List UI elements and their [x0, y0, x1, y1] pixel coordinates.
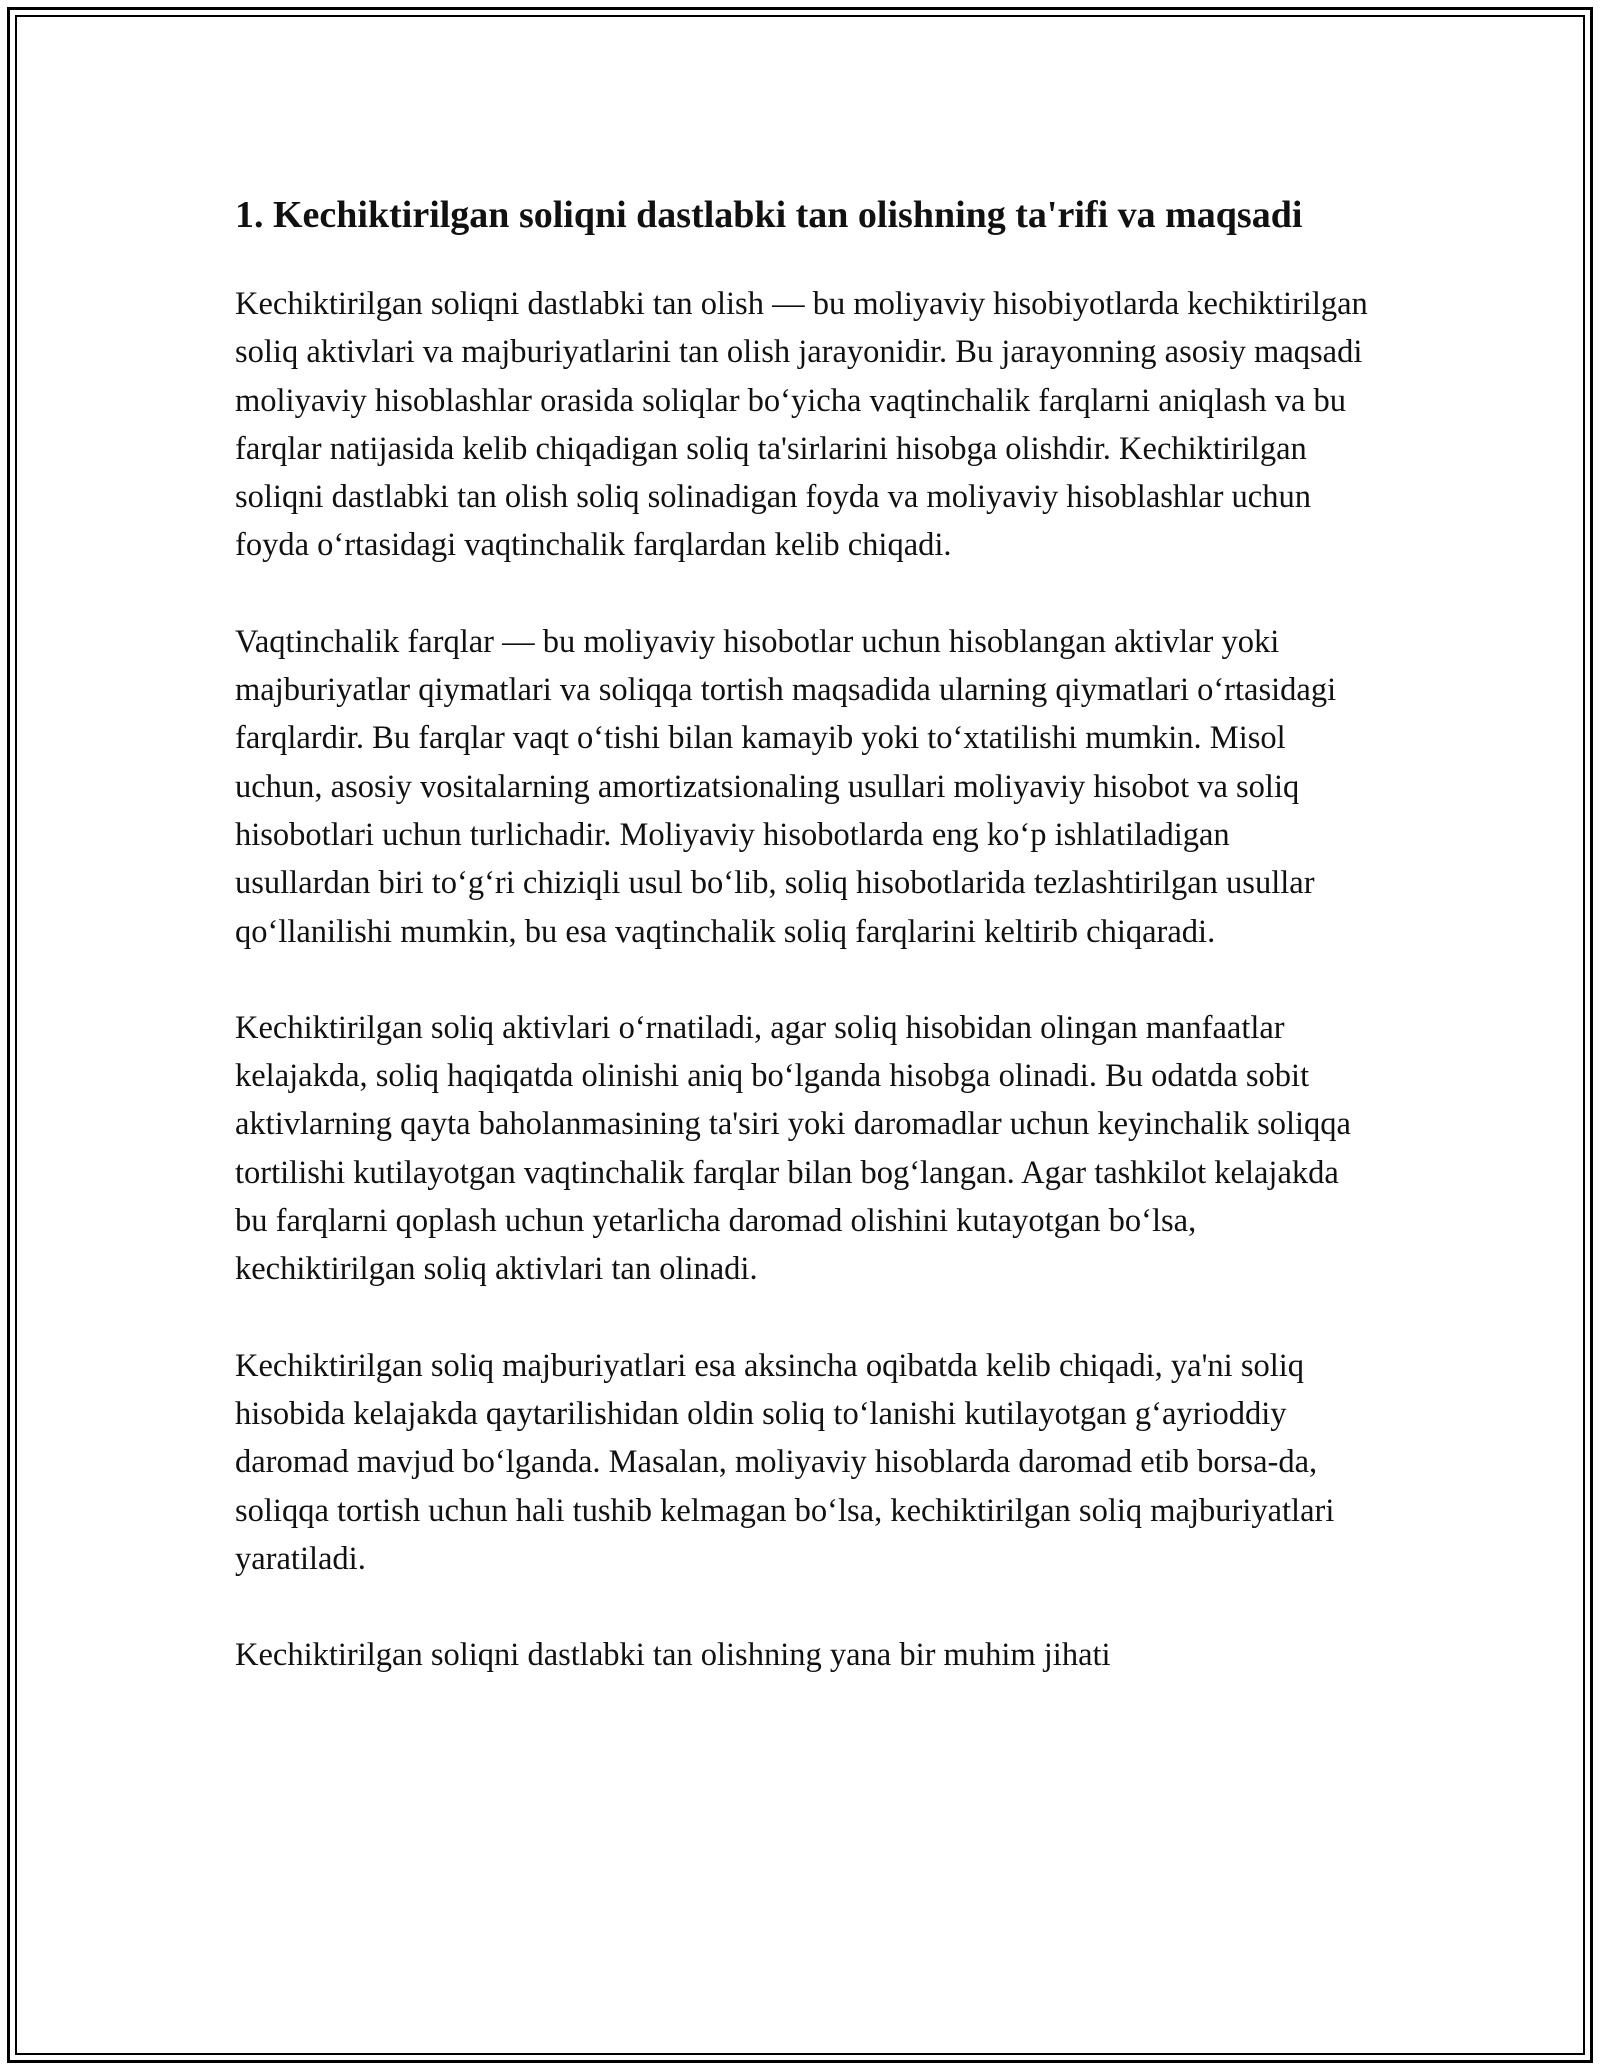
document-body [235, 187, 1370, 1679]
paragraph-definition: Kechiktirilgan soliqni dastlabki tan olish — bu moliyaviy hisobiyotlarda kechiktirilgan soliq aktivlari va majburiyatlarini tan olish jarayonidir. Bu jarayonning asosiy maqsadi moliyaviy hisoblashlar orasida soliqlar bo‘yicha vaqtinchalik farqlarni aniqlash va bu farqlar natijasida kelib chiqadigan soliq ta'sirlarini hisobga olishdir. Kechiktirilgan soliqni dastlabki tan olish soliq solinadigan foyda va moliyaviy hisoblashlar uchun foyda o‘rtasidagi vaqtinchalik farqlardan kelib chiqadi. [235, 286, 1368, 564]
section-heading: 1. Kechiktirilgan soliqni dastlabki tan olishning ta'rifi va maqsadi [235, 194, 1303, 236]
paragraph-deferred-tax-assets: Kechiktirilgan soliq aktivlari o‘rnatiladi, agar soliq hisobidan olingan manfaatlar kelajakda, soliq haqiqatda olinishi aniq bo‘lganda hisobga olinadi. Bu odatda sobit aktivlarning qayta baholanmasining ta'siri yoki daromadlar uchun keyinchalik soliqqa tortilishi kutilayotgan vaqtinchalik farqlar bilan bog‘langan. Agar tashkilot kelajakda bu farqlarni qoplash uchun yetarlicha daromad olishini kutayotgan bo‘lsa, kechiktirilgan soliq aktivlari tan olinadi. [235, 1009, 1351, 1288]
paragraph-temporary-differences: Vaqtinchalik farqlar — bu moliyaviy hisobotlar uchun hisoblangan aktivlar yoki majburiyatlar qiymatlari va soliqqa tortish maqsadida ularning qiymatlari o‘rtasidagi farqlardir. Bu farqlar vaqt o‘tishi bilan kamayib yoki to‘xtatilishi mumkin. Misol uchun, asosiy vositalarning amortizatsionaling usullari moliyaviy hisobot va soliq hisobotlari uchun turlichadir. Moliyaviy hisobotlarda eng ko‘p ishlatiladigan usullardan biri to‘g‘ri chiziqli usul bo‘lib, soliq hisobotlarida tezlashtirilgan usullar qo‘llanilishi mumkin, bu esa vaqtinchalik soliq farqlarini keltirib chiqaradi. [235, 623, 1337, 950]
paragraph-continuation: Kechiktirilgan soliqni dastlabki tan olishning yana bir muhim jihati [235, 1637, 1111, 1674]
paragraph-deferred-tax-liabilities: Kechiktirilgan soliq majburiyatlari esa aksincha oqibatda kelib chiqadi, ya'ni soliq hisobida kelajakda qaytarilishidan oldin soliq to‘lanishi kutilayotgan g‘ayrioddiy daromad mavjud bo‘lganda. Masalan, moliyaviy hisoblarda daromad etib borsa-da, soliqqa tortish uchun hali tushib kelmagan bo‘lsa, kechiktirilgan soliq majburiyatlari yaratiladi. [235, 1347, 1335, 1577]
